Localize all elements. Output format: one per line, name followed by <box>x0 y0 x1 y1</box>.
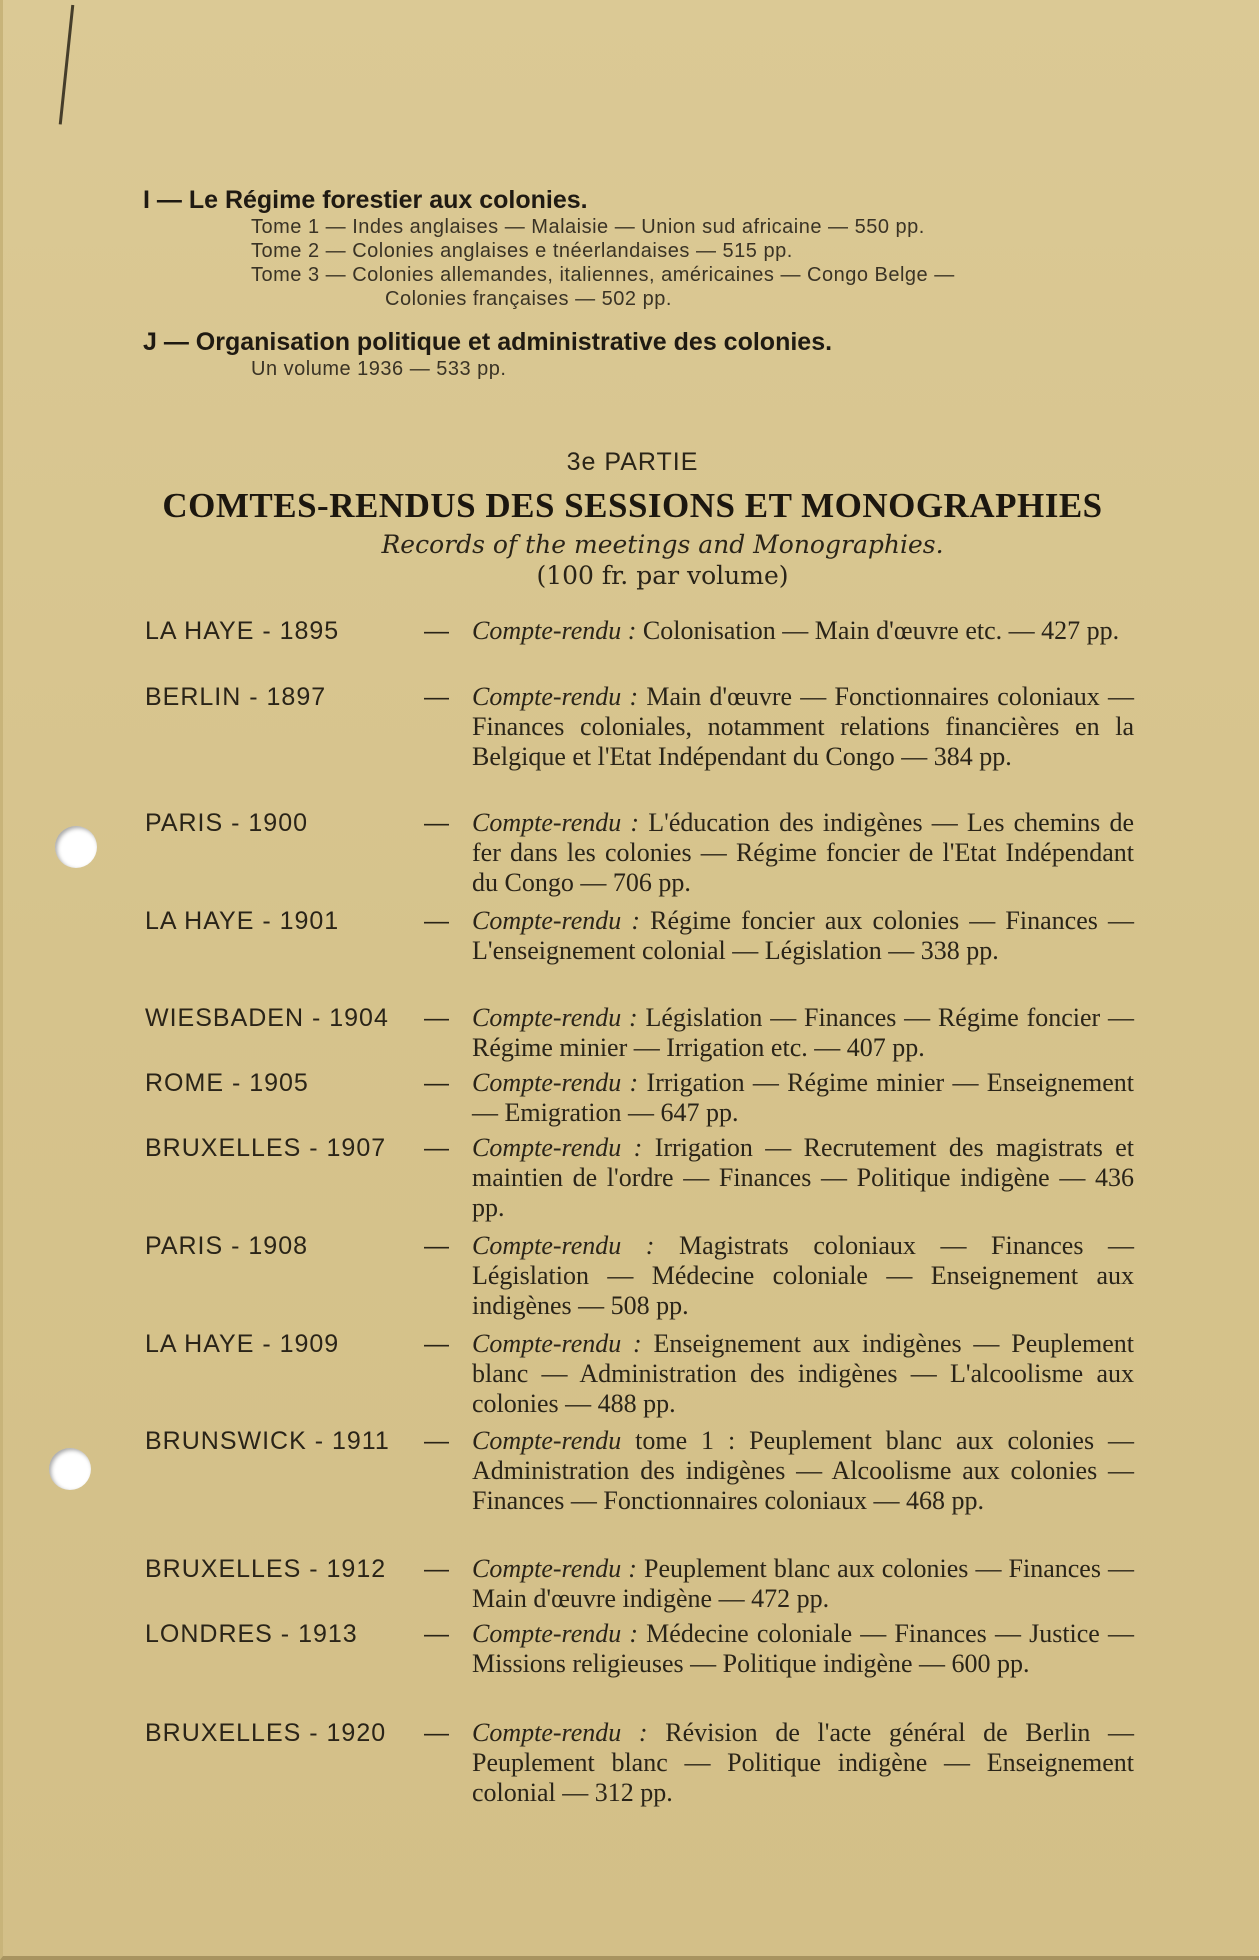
entry-dash: — <box>424 617 449 645</box>
entry-text: L'éducation des indigènes — Les chemins de fer dans les colonies — Régime foncier de l'Etat Indépendant du Congo — 706 pp. <box>472 808 1134 897</box>
part-label: 3e PARTIE <box>566 448 699 476</box>
entry-dash: — <box>424 1004 449 1032</box>
entry-dash: — <box>424 683 449 711</box>
entry-text: Médecine coloniale — Finances — Justice — Missions religieuses — Politique indigène — 600 pp. <box>472 1619 1134 1678</box>
entry-description <box>472 1231 1134 1321</box>
entry-prefix: Compte-rendu : <box>472 1068 639 1097</box>
entry-city: BRUXELLES - 1912 <box>145 1555 387 1583</box>
entry-dash: — <box>424 1620 449 1648</box>
entry-prefix: Compte-rendu : <box>472 1554 637 1583</box>
page-title: COMTES-RENDUS DES SESSIONS ET MONOGRAPHIES <box>162 486 1103 525</box>
section-line: Tome 3 — Colonies allemandes, italiennes, américaines — Congo Belge — <box>251 264 955 286</box>
entry-text: Irrigation — Régime minier — Enseignement — Emigration — 647 pp. <box>472 1068 1135 1127</box>
entry-text: Main d'œuvre — Fonctionnaires coloniaux — Finances coloniales, notamment relations financières en la Belgique et l'Etat Indépendant du Congo — 384 pp. <box>472 682 1134 771</box>
entry-description <box>472 1619 1134 1679</box>
entry-description <box>472 1133 1134 1223</box>
entry-text: tome 1 : Peuplement blanc aux colonies — Administration des indigènes — Alcoolisme aux colonies — Finances — Fonctionnaires coloniaux — 468 pp. <box>472 1426 1135 1515</box>
section-heading-j: J — Organisation politique et administrative des colonies. <box>143 328 833 356</box>
entry-city: BRUXELLES - 1920 <box>145 1719 387 1747</box>
entry-text: Régime foncier aux colonies — Finances — L'enseignement colonial — Législation — 338 pp. <box>472 906 1134 965</box>
entry-description <box>472 808 1134 898</box>
price-note: (100 fr. par volume) <box>536 561 789 590</box>
entry-dash: — <box>424 1232 449 1260</box>
entry-description <box>472 1068 1134 1128</box>
entry-city: BRUXELLES - 1907 <box>145 1134 387 1162</box>
entry-description <box>472 1003 1134 1063</box>
entry-description <box>472 616 1134 646</box>
entry-city: BRUNSWICK - 1911 <box>145 1427 390 1455</box>
entry-text: Législation — Finances — Régime foncier — Régime minier — Irrigation etc. — 407 pp. <box>472 1003 1134 1062</box>
entry-description <box>472 1554 1134 1614</box>
entry-city: LONDRES - 1913 <box>145 1620 358 1648</box>
entry-description <box>472 906 1134 966</box>
entry-dash: — <box>424 1069 449 1097</box>
subtitle: Records of the meetings and Monographies. <box>381 530 944 559</box>
entry-text: Enseignement aux indigènes — Peuplement blanc — Administration des indigènes — L'alcoolisme aux colonies — 488 pp. <box>472 1329 1134 1418</box>
entry-prefix: Compte-rendu : <box>472 682 639 711</box>
section-line: Tome 1 — Indes anglaises — Malaisie — Union sud africaine — 550 pp. <box>251 216 925 238</box>
entry-dash: — <box>424 1427 449 1455</box>
punch-hole-icon <box>49 1448 91 1490</box>
entry-dash: — <box>424 1134 449 1162</box>
entry-prefix: Compte-rendu : <box>472 1329 642 1358</box>
entry-text: Révision de l'acte général de Berlin — Peuplement blanc — Politique indigène — Enseignement colonial — 312 pp. <box>472 1718 1134 1807</box>
section-line: Tome 2 — Colonies anglaises e tnéerlandaises — 515 pp. <box>251 240 793 262</box>
entry-prefix: Compte-rendu : <box>472 1133 643 1162</box>
entry-prefix: Compte-rendu : <box>472 1231 655 1260</box>
entry-dash: — <box>424 809 449 837</box>
punch-hole-icon <box>55 826 97 868</box>
entry-dash: — <box>424 1555 449 1583</box>
entry-city: LA HAYE - 1901 <box>145 907 340 935</box>
entry-description <box>472 682 1134 772</box>
entry-prefix: Compte-rendu <box>472 1426 622 1455</box>
section-line: Colonies françaises — 502 pp. <box>385 288 672 310</box>
ink-mark <box>59 5 80 125</box>
entry-prefix: Compte-rendu : <box>472 1718 648 1747</box>
entry-city: ROME - 1905 <box>145 1069 309 1097</box>
entry-prefix: Compte-rendu : <box>472 1003 638 1032</box>
entry-text: Colonisation — Main d'œuvre etc. — 427 pp. <box>642 616 1120 645</box>
entry-city: BERLIN - 1897 <box>145 683 327 711</box>
entry-dash: — <box>424 1330 449 1358</box>
entry-text: Irrigation — Recrutement des magistrats et maintien de l'ordre — Finances — Politique indigène — 436 pp. <box>472 1133 1134 1222</box>
entry-text: Peuplement blanc aux colonies — Finances — Main d'œuvre indigène — 472 pp. <box>472 1554 1134 1613</box>
entry-dash: — <box>424 1719 449 1747</box>
entry-dash: — <box>424 907 449 935</box>
entry-prefix: Compte-rendu : <box>472 906 641 935</box>
section-line: Un volume 1936 — 533 pp. <box>251 358 507 380</box>
entry-prefix: Compte-rendu : <box>472 1619 639 1648</box>
entry-city: LA HAYE - 1895 <box>145 617 340 645</box>
entry-description <box>472 1426 1134 1516</box>
entry-text: Magistrats coloniaux — Finances — Législation — Médecine coloniale — Enseignement aux indigènes — 508 pp. <box>472 1231 1134 1320</box>
section-heading-i: I — Le Régime forestier aux colonies. <box>143 186 588 214</box>
entry-city: WIESBADEN - 1904 <box>145 1004 389 1032</box>
entry-city: LA HAYE - 1909 <box>145 1330 340 1358</box>
entry-description <box>472 1718 1134 1808</box>
entry-city: PARIS - 1900 <box>145 809 309 837</box>
entry-prefix: Compte-rendu : <box>472 808 640 837</box>
entry-description <box>472 1329 1134 1419</box>
entry-city: PARIS - 1908 <box>145 1232 309 1260</box>
entry-prefix: Compte-rendu : <box>472 616 637 645</box>
